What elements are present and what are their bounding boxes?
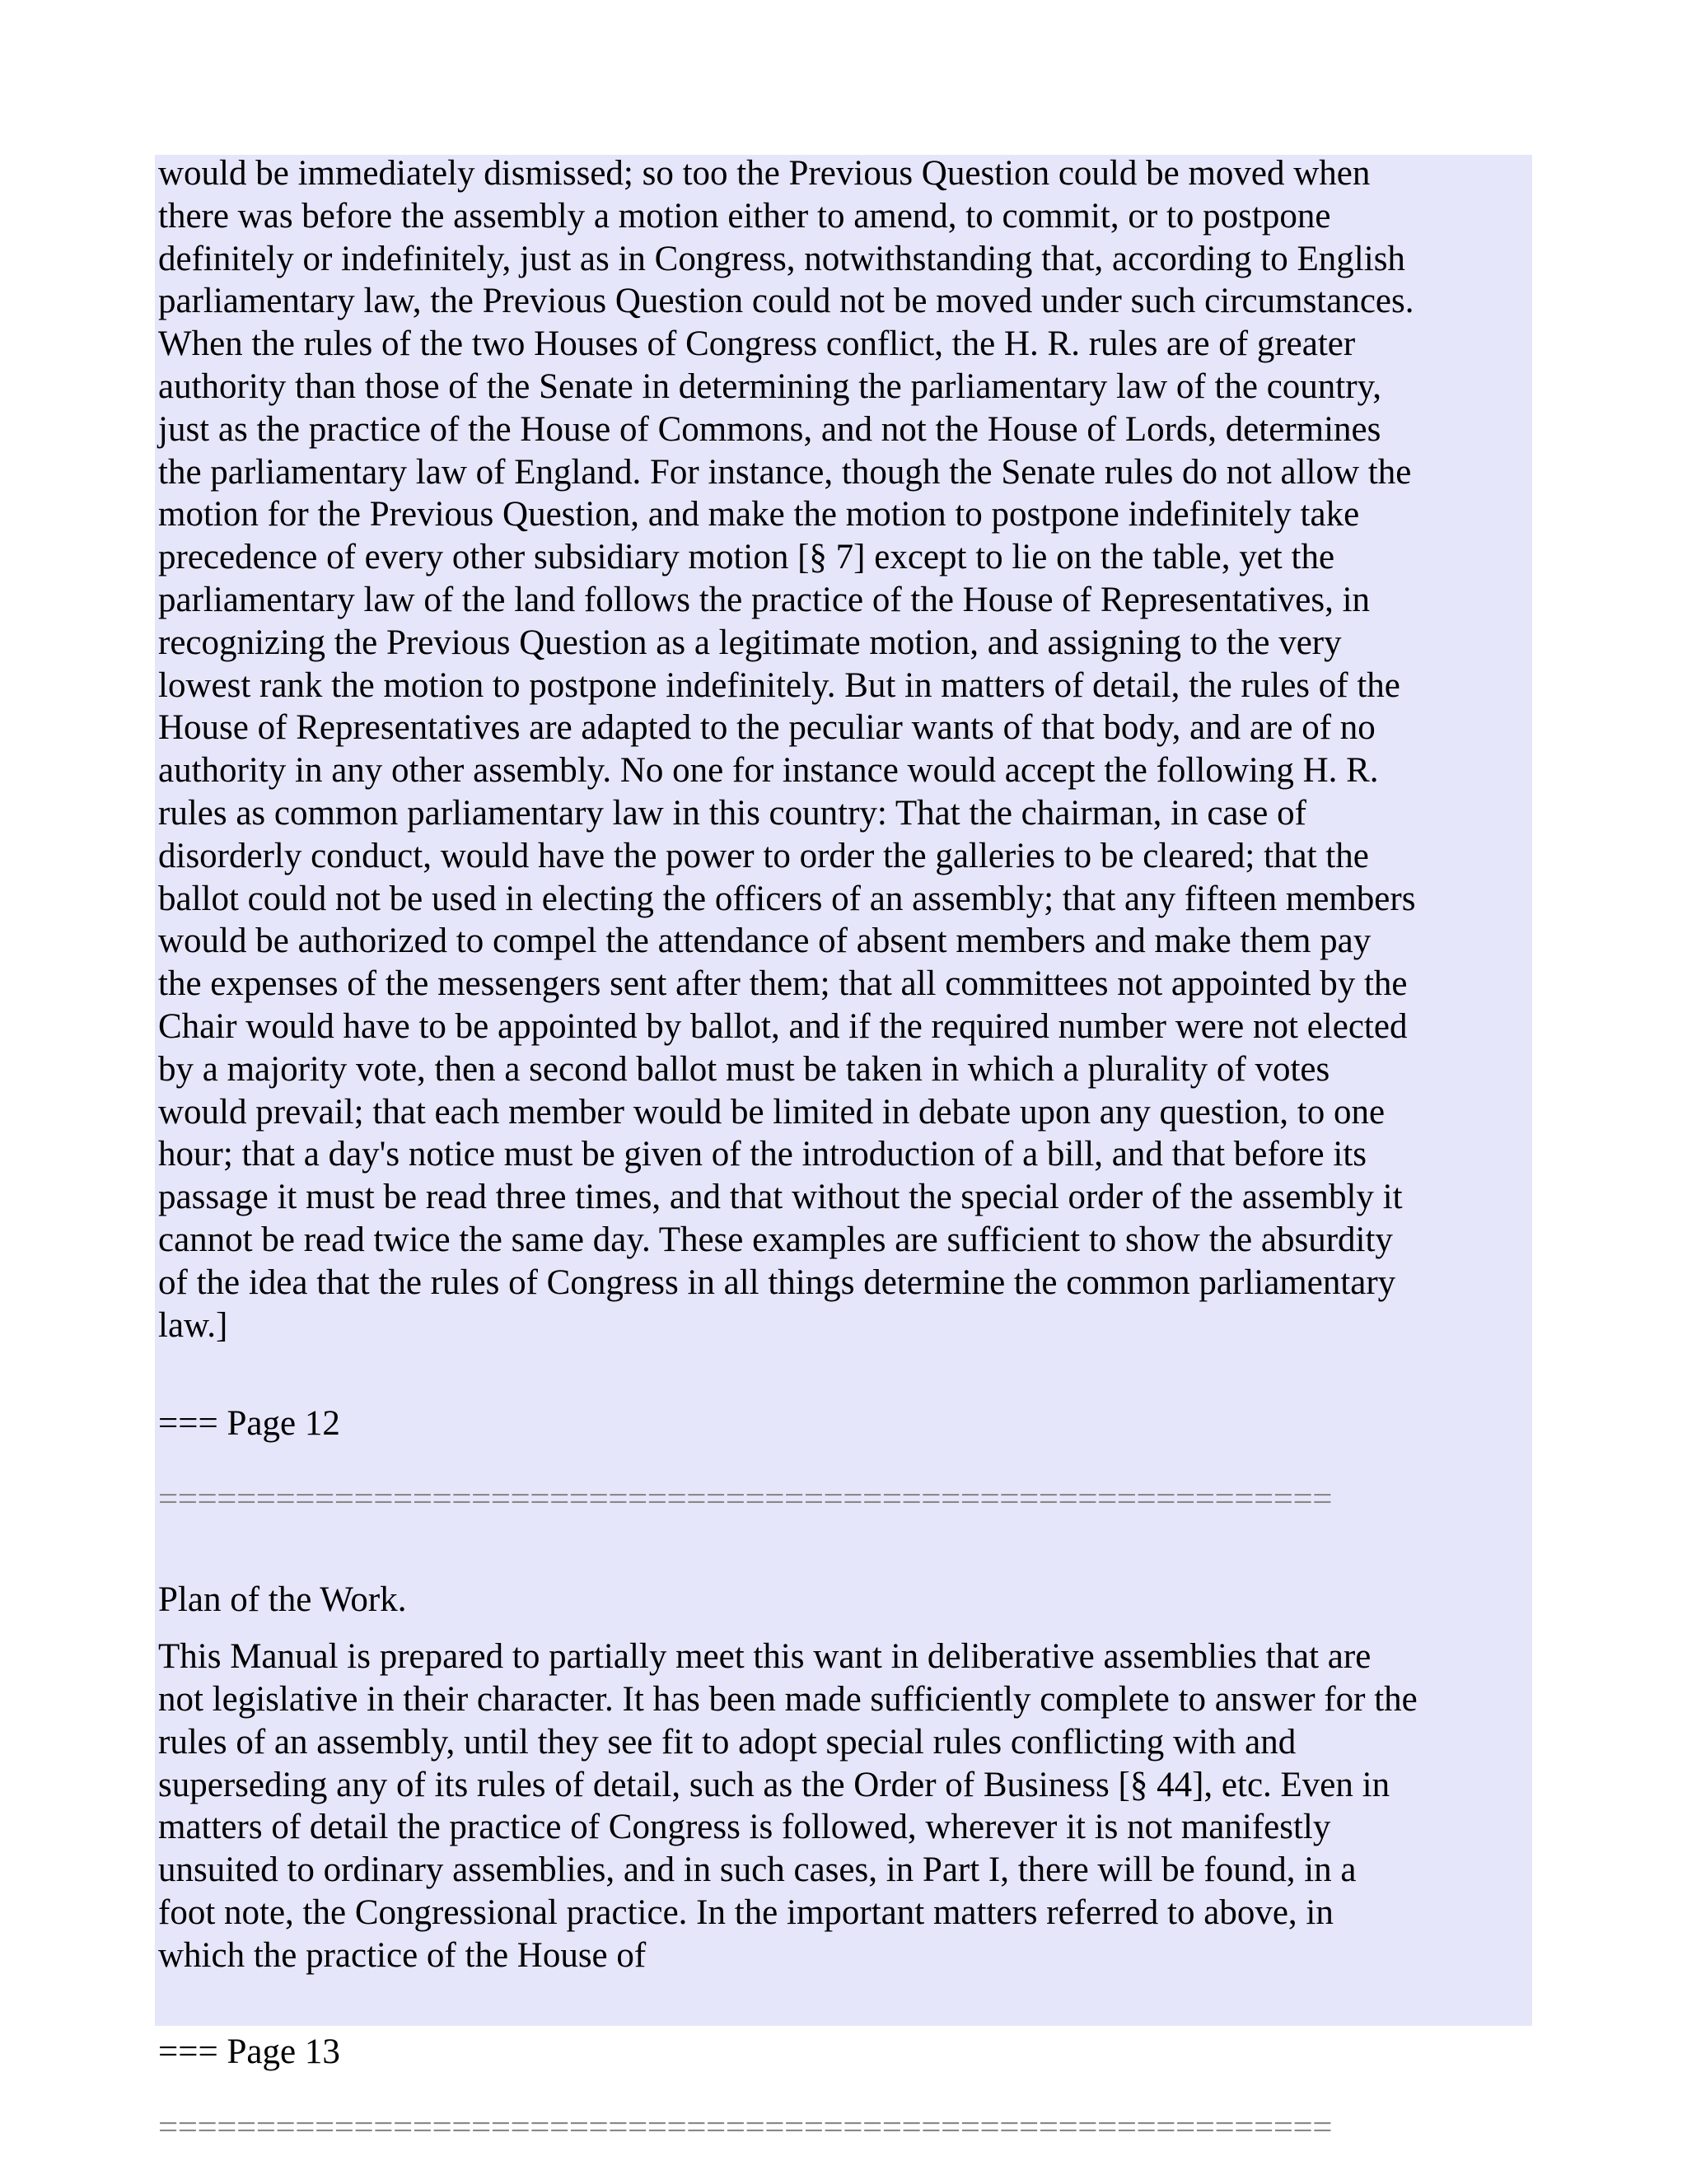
- document-page: [155, 154, 1532, 2148]
- section-heading: Plan of the Work.: [158, 1580, 407, 1619]
- page-marker-label: === Page 12: [158, 1404, 340, 1444]
- page-marker-12: [158, 1360, 1527, 1555]
- body-paragraph: This Manual is prepared to partially meet this want in deliberative assemblies that are not legislative in their character. It has been made sufficiently complete to answer for the rules of an assembly, until they see fit to adopt special rules conflicting with and superseding any of its rules of detail, such as the Order of Business [§ 44], etc. Even in matters of detail the practice of Congress is followed, wherever it is not manifestly unsuited to ordinary assemblies, and in such cases, in Part I, there will be found, in a foot note, the Congressional practice. In the important matters referred to above, in which the practice of the House of: [158, 1637, 1418, 1975]
- page-marker-label: === Page 13: [158, 2032, 340, 2072]
- body-paragraph: would be immediately dismissed; so too the Previous Question could be moved when there was before the assembly a motion either to amend, to commit, or to postpone definitely or indefinitely, just as in Congress, notwithstanding that, according to English parliamentary law, the Previous Question could not be moved under such circumstances. When the rules of the two Houses of Congress conflict, the H. R. rules are of greater authority than those of the Senate in determining the parliamentary law of the country, just as the practice of the House of Commons, and not the House of Lords, determines the parliamentary law of England. For instance, though the Senate rules do not allow the motion for the Previous Question, and make the motion to postpone indefinitely take precedence of every other subsidiary motion [§ 7] except to lie on the table, yet the parliamentary law of the land follows the practice of the House of Representatives, in recognizing the Previous Question as a legitimate motion, and assigning to the very lowest rank the motion to postpone indefinitely. But in matters of detail, the rules of the House of Representatives are adapted to the peculiar wants of that body, and are of no authority in any other assembly. No one for instance would accept the following H. R. rules as common parliamentary law in this country: That the chairman, in case of disorderly conduct, would have the power to order the galleries to be cleared; that the ballot could not be used in electing the officers of an assembly; that any fifteen members would be authorized to compel the attendance of absent members and make them pay the expenses of the messengers sent after them; that all committees not appointed by the Chair would have to be appointed by ballot, and if the required number were not elected by a majority vote, then a second ballot must be taken in which a plurality of votes would prevail; that each member would be limited in debate upon any question, to one hour; that a day's notice must be given of the introduction of a bill, and that before its passage it must be read three times, and that without the special order of the assembly it cannot be read twice the same day. These examples are sufficient to show the absurdity of the idea that the rules of Congress in all things determine the common parliamentary law.]: [158, 154, 1416, 1345]
- page-marker-rule: ============================================================: [158, 1479, 1333, 1519]
- page-marker-rule: ============================================================: [158, 2108, 1333, 2148]
- page-marker-13: [158, 1989, 1527, 2184]
